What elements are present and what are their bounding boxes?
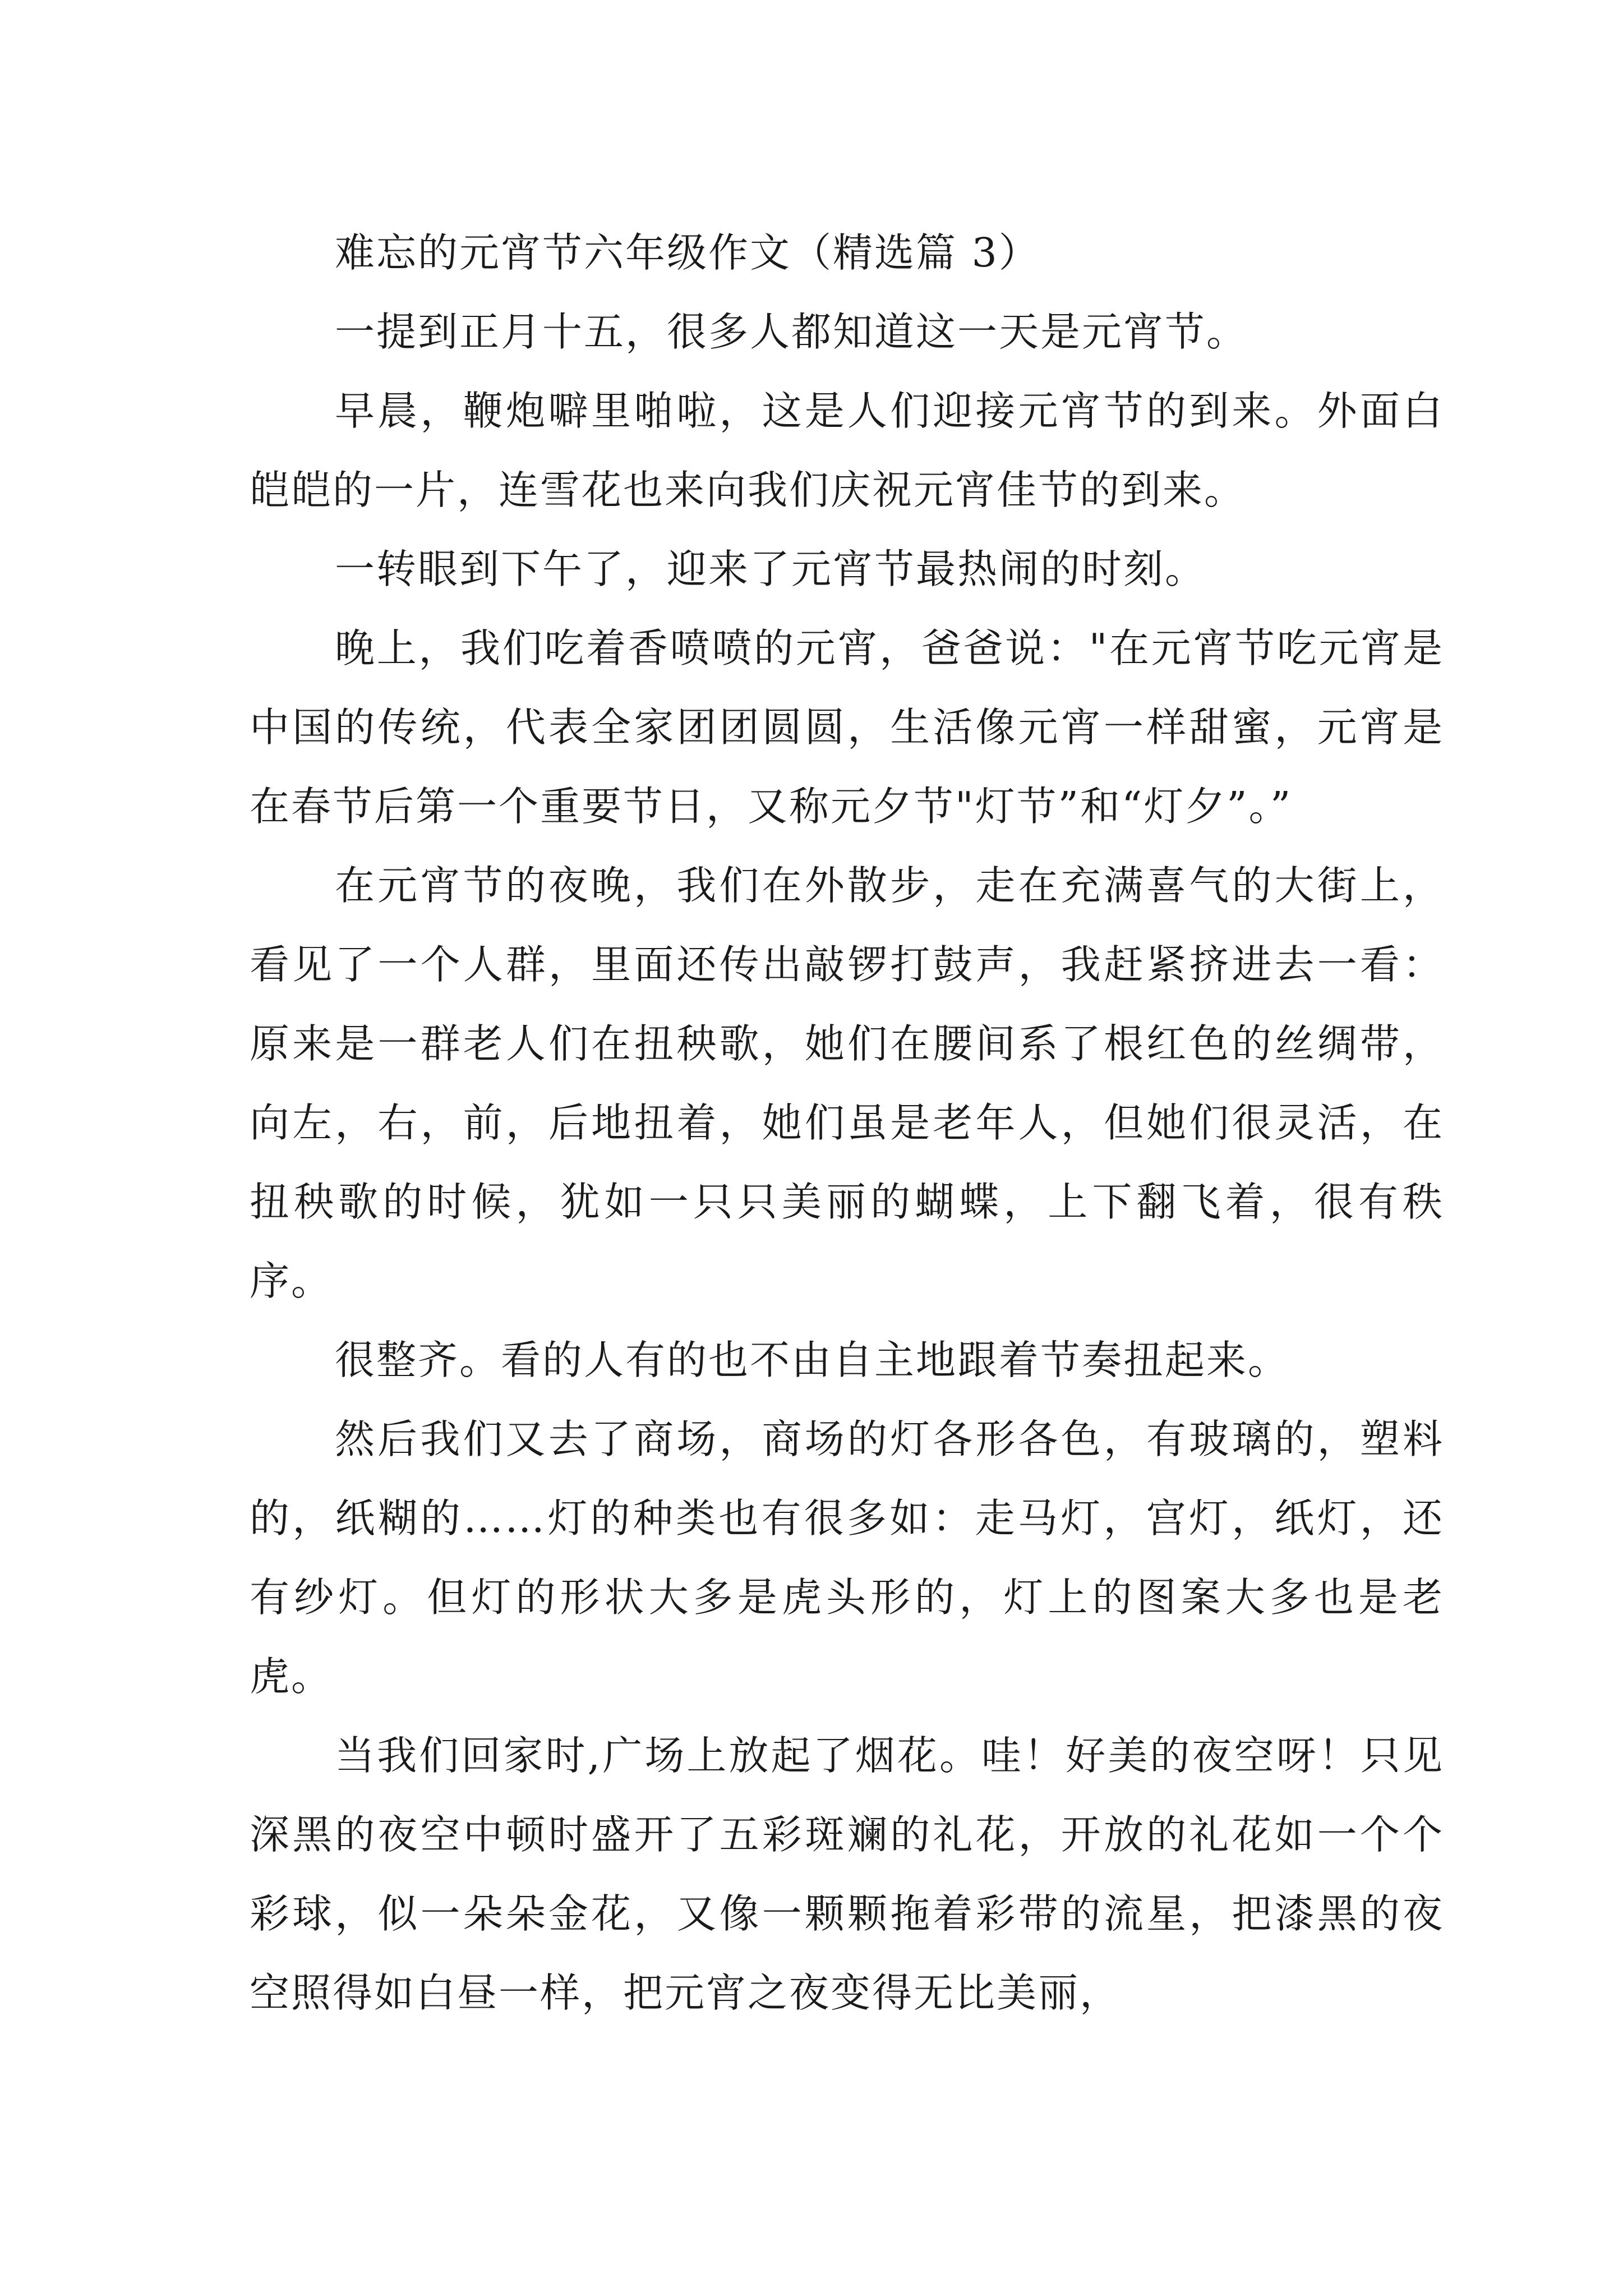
paragraph: 当我们回家时,广场上放起了烟花。哇！好美的夜空呀！只见深黑的夜空中顿时盛开了五彩斑斓的礼花，开放的礼花如一个个彩球，似一朵朵金花，又像一颗颗拖着彩带的流星，把漆黑的夜空照得如白昼一样，把元宵之夜变得无比美丽，: [250, 1732, 1444, 2016]
paragraph: 晚上，我们吃着香喷喷的元宵，爸爸说："在元宵节吃元宵是中国的传统，代表全家团团圆圆，生活像元宵一样甜蜜，元宵是在春节后第一个重要节日，又称元夕节"灯节”和“灯夕”。”: [250, 625, 1444, 830]
essay-title: 难忘的元宵节六年级作文（精选篇 3）: [335, 229, 1040, 276]
paragraph: 一转眼到下午了，迎来了元宵节最热闹的时刻。: [335, 546, 1207, 592]
paragraph: 在元宵节的夜晚，我们在外散步，走在充满喜气的大街上，看见了一个人群，里面还传出敲锣打鼓声，我赶紧挤进去一看：原来是一群老人们在扭秧歌，她们在腰间系了根红色的丝绸带，向左，右，前，后地扭着，她们虽是老年人，但她们很灵活，在扭秧歌的时候，犹如一只只美丽的蝴蝶，上下翻飞着，很有秩序。: [250, 862, 1444, 1304]
paragraph: 然后我们又去了商场，商场的灯各形各色，有玻璃的，塑料的，纸糊的……灯的种类也有很多如：走马灯，宫灯，纸灯，还有纱灯。但灯的形状大多是虎头形的，灯上的图案大多也是老虎。: [250, 1416, 1444, 1700]
document-body: [250, 213, 1444, 2032]
paragraph: 很整齐。看的人有的也不由自主地跟着节奏扭起来。: [335, 1337, 1290, 1383]
paragraph: 一提到正月十五，很多人都知道这一天是元宵节。: [335, 309, 1248, 355]
paragraph: 早晨，鞭炮噼里啪啦，这是人们迎接元宵节的到来。外面白皑皑的一片，连雪花也来向我们庆祝元宵佳节的到来。: [250, 388, 1444, 513]
